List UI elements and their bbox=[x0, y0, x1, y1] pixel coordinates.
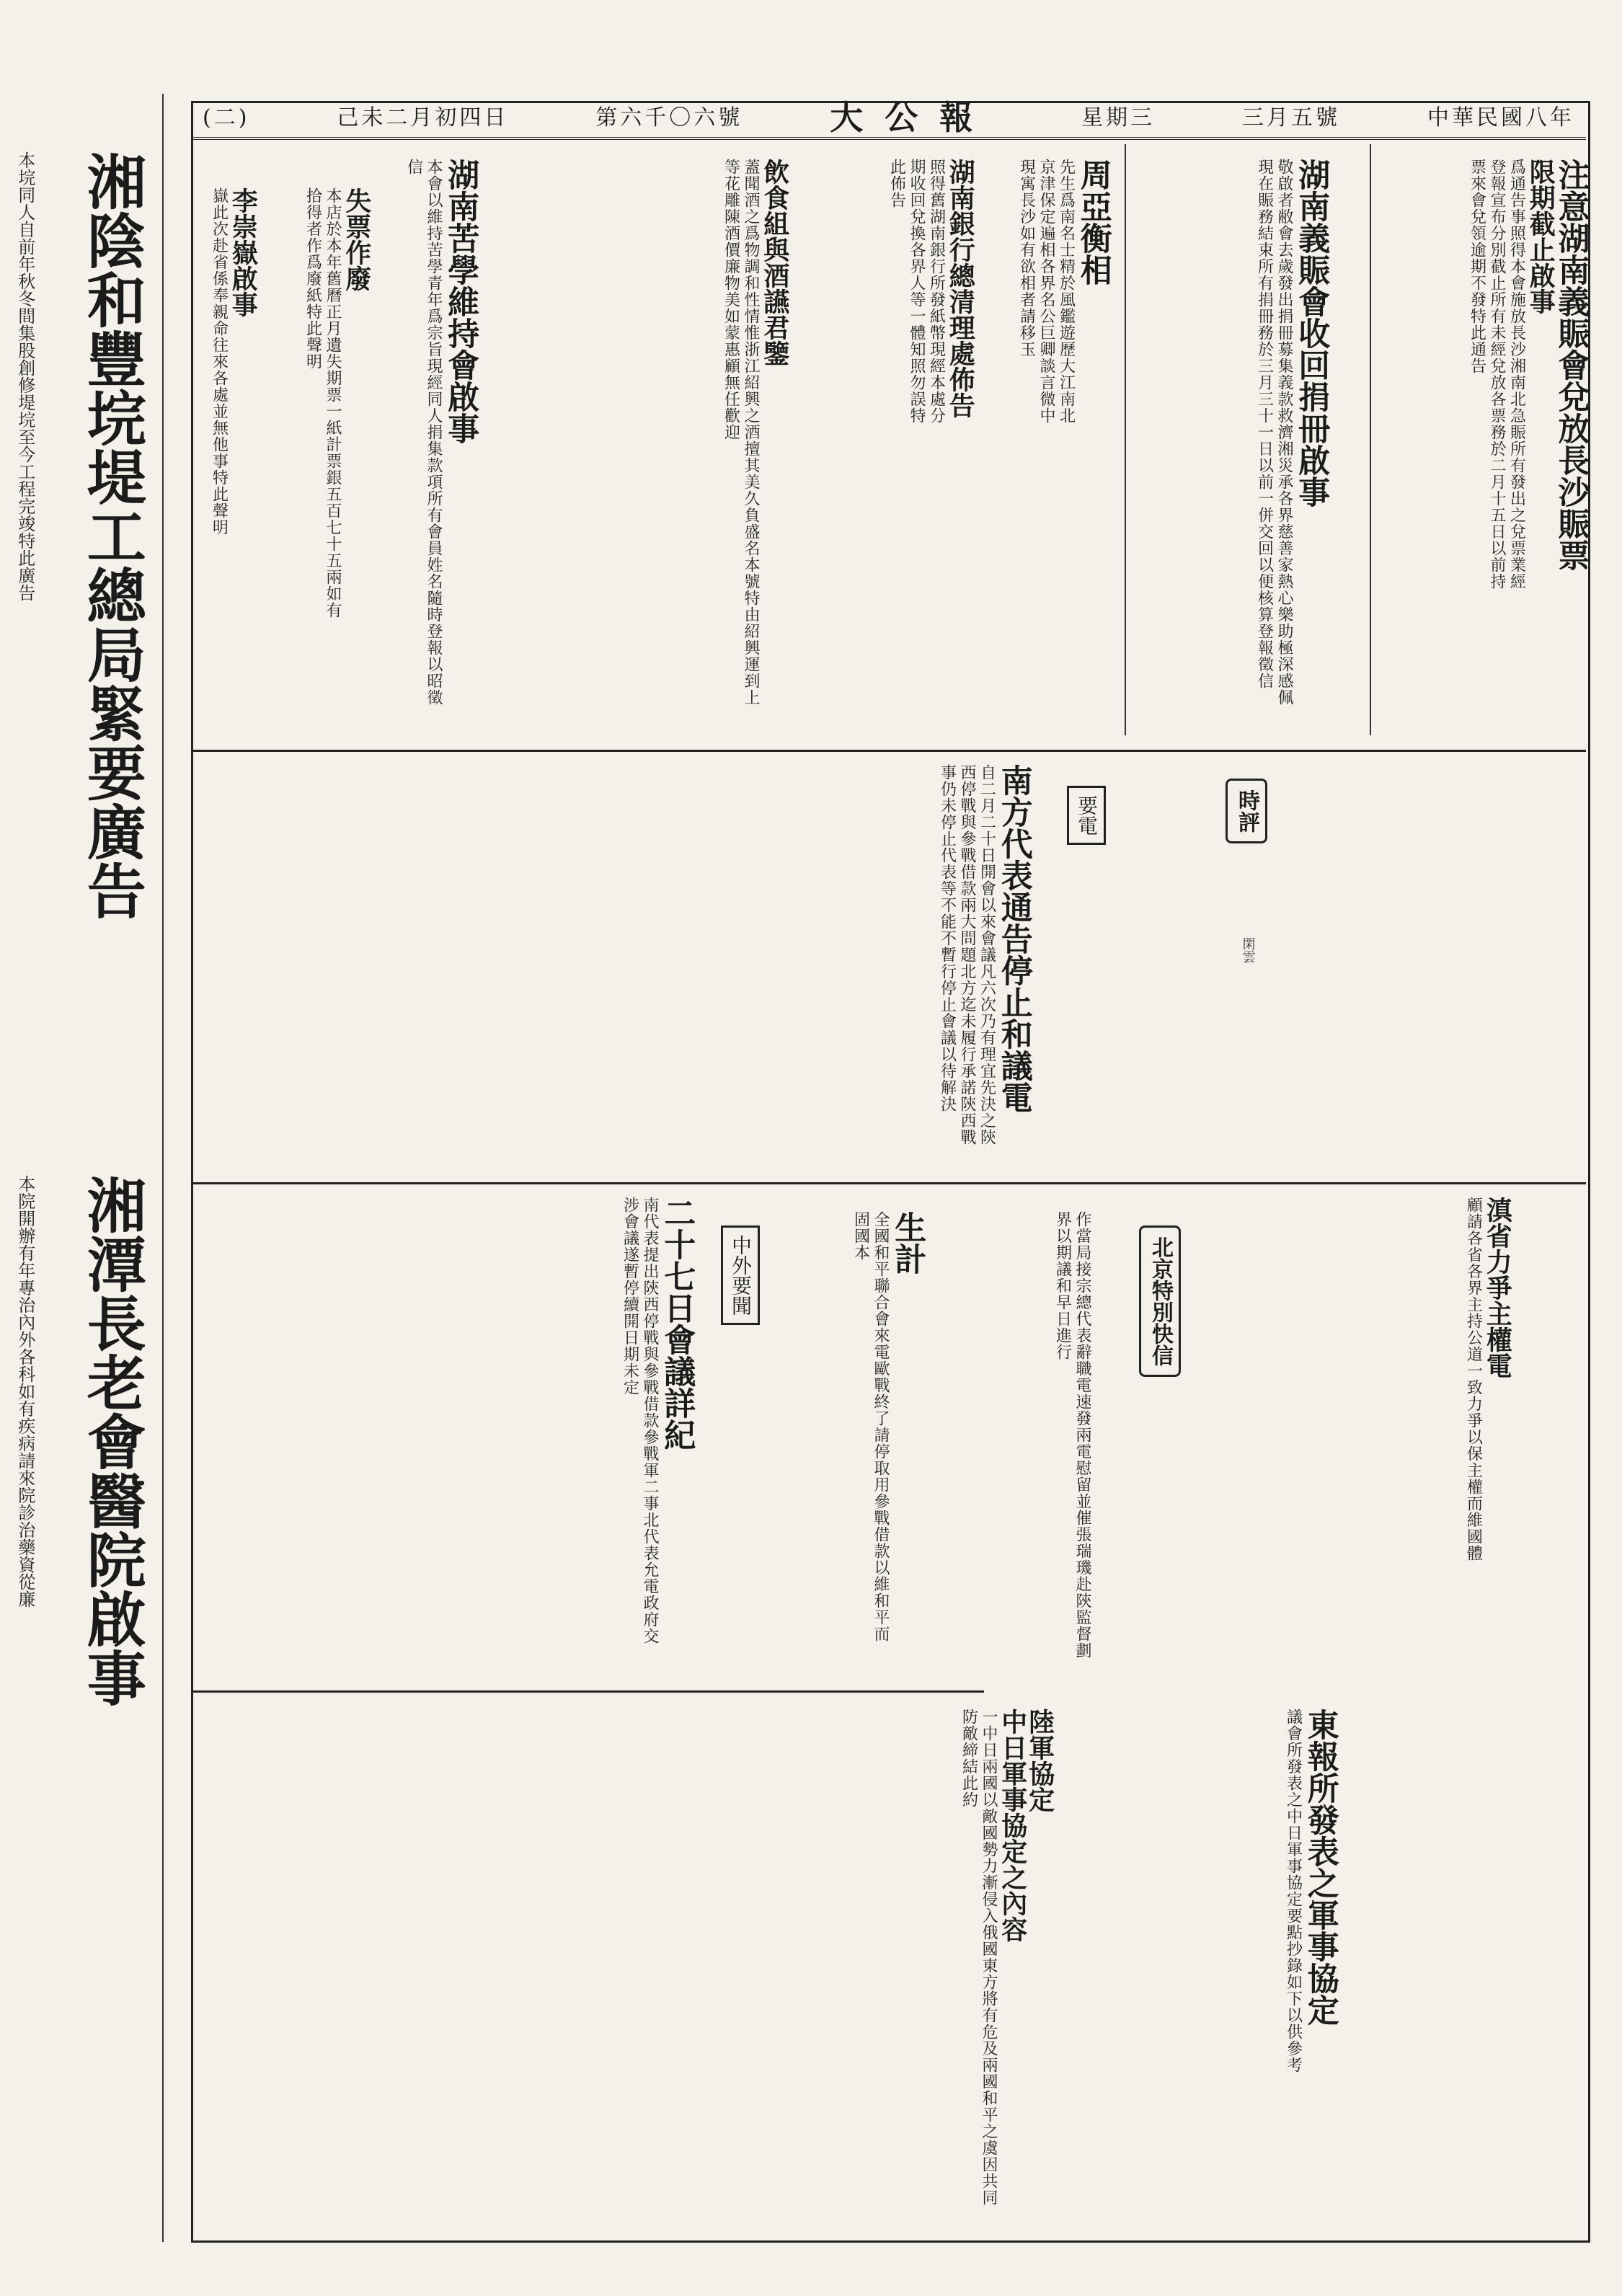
article-a6-body: 本會以維持苦學青年爲宗旨現經同人捐集款項所有會員姓名隨時登報以昭徵信 bbox=[404, 159, 443, 706]
article-a1 bbox=[1467, 159, 1590, 735]
ad-1-body: 本垸同人自前年秋冬間集股創修堤垸至今工程完竣特此廣告 bbox=[14, 151, 35, 601]
paper-name: 大公報 bbox=[830, 98, 995, 137]
ad-2-title: 湘潭長老會醫院啟事 bbox=[77, 1175, 147, 1707]
article-a1-subtitle: 限期截止啟事 bbox=[1525, 159, 1556, 314]
ad-divider bbox=[162, 94, 164, 2242]
news-n6-title: 陸軍協定 bbox=[1024, 1708, 1055, 1812]
news-n1-body: 自二月二十日開會以來會議凡六次乃有理宜先決之陝西停戰與參戰借款兩大問題北方迄未履行承諾陝西戰事仍未停止代表等不能不暫行停止會議以待解決 bbox=[938, 764, 996, 1145]
article-a4-title: 湖南銀行總清理處佈告 bbox=[945, 159, 976, 418]
news-n1 bbox=[937, 764, 1030, 1168]
news-n3-body: 全國和平聯合會來電歐戰終了請停取用參戰借款以維和平而固國本 bbox=[851, 1211, 890, 1642]
news-n4-body: 作當局接宗總代表辭職電速發兩電慰留並催張瑞璣赴陝監督劃界以期議和早日進行 bbox=[1053, 1211, 1091, 1659]
article-a5-body: 蓋聞酒之爲物調和性情惟浙江紹興之酒擅其美久負盛名本號特由紹興運到上等花雕陳酒價廉物美如蒙惠顧無任歡迎 bbox=[722, 159, 760, 706]
row-divider-3 bbox=[191, 1690, 984, 1693]
news-n6 bbox=[959, 1708, 1053, 2228]
news-n5-body: 顧請各省各界主持公道一致力爭以保主權而維國體 bbox=[1464, 1197, 1483, 1561]
news-n6-subtitle: 中日軍事協定之內容 bbox=[997, 1708, 1028, 1942]
news-n6-body: 一中日兩國以敵國勢力漸侵入俄國東方將有危及兩國和平之虞因共同防敵締結此約 bbox=[960, 1708, 998, 2206]
news-n3 bbox=[851, 1211, 926, 1680]
article-a3-body: 先生爲南名士精於風鑑遊歷大江南北京津保定遍相各界名公巨卿談言微中現寓長沙如有欲相者請移玉 bbox=[1017, 159, 1076, 424]
article-a2 bbox=[1254, 159, 1330, 735]
date-republic: 中華民國八年 bbox=[1427, 105, 1574, 130]
article-a3-title: 周亞衡相 bbox=[1074, 159, 1112, 285]
news-n7 bbox=[1283, 1708, 1337, 2228]
article-a5-title: 飲食組與酒讌君鑒 bbox=[759, 159, 790, 366]
article-a8-body: 嶽此次赴省係奉親命往來各處並無他事特此聲明 bbox=[210, 187, 229, 536]
news-n2-body: 南代表提出陝西停戰與參戰借款參戰軍二事北代表允電政府交涉會議遂暫停續開日期未定 bbox=[621, 1197, 659, 1644]
date-month: 三月五號 bbox=[1242, 105, 1341, 130]
divider bbox=[1125, 144, 1126, 735]
date-lunar: 己未二月初四日 bbox=[337, 105, 509, 130]
ad-2-body-wrap bbox=[14, 1175, 35, 2220]
news-n5 bbox=[1463, 1197, 1513, 1687]
article-a4 bbox=[887, 159, 976, 433]
news-n2 bbox=[620, 1197, 696, 1687]
article-a6 bbox=[404, 159, 477, 735]
column-label: 要電 bbox=[1067, 786, 1106, 845]
article-a1-body: 爲通告事照得本會施放長沙湘南北急賑所有發出之兌票業經登報宣布分別截止所有未經兌放各票務於二月十五日以前持票來會兌領逾期不發特此通告 bbox=[1468, 159, 1526, 590]
ad-2-body: 本院開辦有年專治內外各科如有疾病請來院診治藥資從廉 bbox=[14, 1175, 35, 1608]
article-a1-title: 注意湖南義賑會兌放長沙賑票 bbox=[1552, 159, 1590, 571]
weekday: 星期三 bbox=[1081, 105, 1156, 130]
row-divider-2 bbox=[191, 1182, 1586, 1184]
article-a4-body: 照得舊湖南銀行所發紙幣現經本處分期收回兌換各界人等一體知照勿誤特此佈告 bbox=[887, 159, 946, 424]
article-a8-title: 李崇嶽啟事 bbox=[228, 187, 259, 317]
ad-1-title: 湘陰和豐垸堤工總局緊要廣告 bbox=[77, 151, 147, 920]
article-a2-body: 敬啟者敝會去歲發出捐冊募集義款救濟湘災承各界慈善家熱心樂助極深感佩現在賑務結束所有捐冊務於三月三十一日以前一併交回以便核算登報徵信 bbox=[1255, 159, 1293, 706]
issue-number: 第六千〇六號 bbox=[595, 105, 743, 130]
article-a7-body: 本店於本年舊曆正月遺失期票一紙計票銀五百七十五兩如有拾得者作爲廢紙特此聲明 bbox=[303, 187, 342, 619]
column-tag: 時評 bbox=[1226, 779, 1267, 843]
ad-1 bbox=[77, 151, 147, 1125]
row-divider-1 bbox=[191, 750, 1586, 752]
news-n4 bbox=[1052, 1211, 1092, 1680]
news-n2-title: 二十七日會議詳紀 bbox=[658, 1197, 696, 1450]
article-a3 bbox=[1016, 159, 1112, 433]
news-n3-label: 中外要聞 bbox=[721, 1225, 760, 1325]
ad-2 bbox=[77, 1175, 147, 2220]
news-n5-title: 滇省力爭主權電 bbox=[1482, 1197, 1513, 1378]
page-number: (二) bbox=[203, 105, 250, 130]
news-n1-title: 南方代表通告停止和議電 bbox=[995, 764, 1032, 1113]
divider bbox=[1370, 144, 1371, 735]
news-n7-body: 議會所發表之中日軍事協定要點抄錄如下以供參考 bbox=[1284, 1708, 1303, 2073]
article-a6-title: 湖南苦學維持會啟事 bbox=[442, 159, 479, 444]
article-a7 bbox=[303, 187, 370, 692]
article-a7-title: 失票作廢 bbox=[341, 187, 372, 291]
news-n3-subtitle: 生計 bbox=[889, 1211, 926, 1275]
news-n7-title: 東報所發表之軍事協定 bbox=[1301, 1708, 1339, 2026]
article-a8 bbox=[209, 187, 259, 692]
news-n4-tag: 北京特別快信 bbox=[1139, 1225, 1181, 1377]
article-a2-title: 湖南義賑會收回捐冊啟事 bbox=[1293, 159, 1330, 507]
ad-1-body-wrap bbox=[14, 151, 35, 1125]
article-a5 bbox=[721, 159, 790, 706]
column-author: 閑雲 bbox=[1240, 937, 1256, 963]
